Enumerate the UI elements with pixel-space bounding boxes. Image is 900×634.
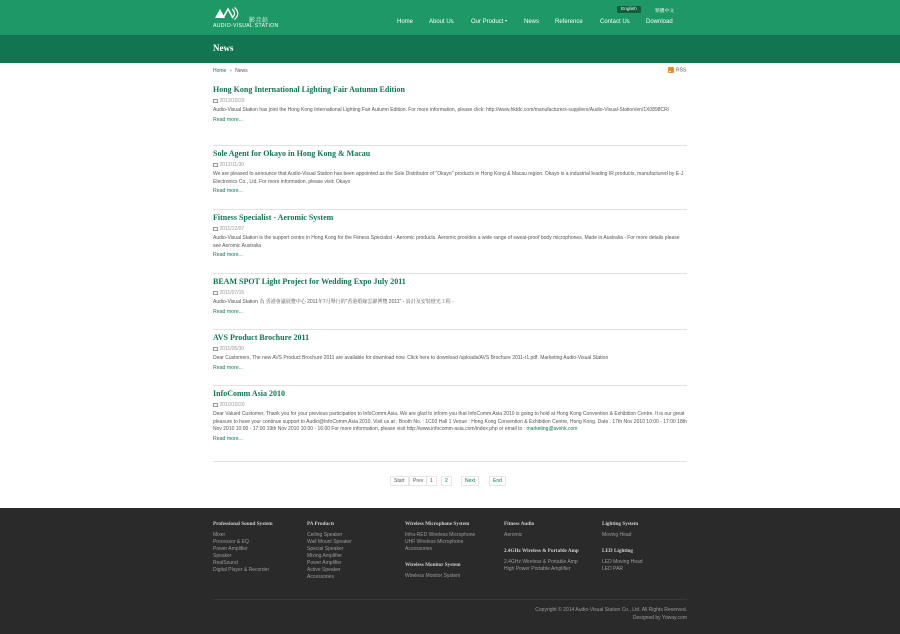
breadcrumb-home-link[interactable]: Home	[213, 68, 227, 74]
footer-link[interactable]: Infra-RED Wireless Microphone	[405, 532, 476, 538]
designer-credit-link[interactable]: Designed by Yoway.com	[632, 615, 687, 621]
read-more-link[interactable]: Read more...	[213, 364, 243, 371]
nav-about-us[interactable]: About Us	[429, 19, 454, 25]
footer-link[interactable]: Speaker	[213, 553, 232, 559]
calendar-icon	[213, 403, 218, 408]
footer-heading: 2.4GHz Wireless & Portable Amp	[504, 548, 579, 554]
news-date-text: 2010/10/20	[219, 402, 245, 408]
footer-column-wireless	[405, 521, 475, 580]
nav-home[interactable]: Home	[397, 19, 414, 25]
pagination-page-1: 1	[426, 476, 437, 486]
logo-chinese-text: 影音站	[249, 18, 269, 24]
footer-link[interactable]: Aeromic	[504, 532, 523, 538]
read-more-link[interactable]: Read more...	[213, 188, 243, 194]
footer-heading: PA Products	[307, 521, 335, 527]
footer-column-lighting	[602, 521, 643, 573]
footer-column-sound	[213, 521, 273, 574]
news-date	[213, 290, 687, 296]
news-item	[213, 333, 687, 386]
news-date-text: 2013/10/29	[219, 98, 245, 104]
news-title-link[interactable]: AVS Product Brochure 2011	[213, 333, 310, 342]
rss-icon	[668, 67, 674, 73]
news-date-text: 2012/11/30	[219, 162, 245, 168]
news-title-link[interactable]: Hong Kong International Lighting Fair Autumn Edition	[213, 85, 405, 94]
pagination	[0, 476, 900, 486]
breadcrumb	[213, 68, 248, 74]
footer-heading: Fitness Audio	[504, 521, 535, 527]
footer-link[interactable]: Ceiling Speaker	[307, 532, 343, 538]
footer-heading: Wireless Microphone System	[405, 521, 470, 527]
footer-heading: Lighting System	[602, 521, 639, 527]
footer-link[interactable]: LED PAR	[602, 566, 624, 572]
news-item	[213, 149, 687, 210]
footer-link[interactable]: Accessories	[405, 546, 432, 552]
breadcrumb-separator: »	[229, 68, 233, 74]
read-more-link[interactable]: Read more...	[213, 252, 243, 258]
news-date-text: 2011/05/30	[219, 346, 245, 352]
calendar-icon	[213, 347, 218, 352]
news-summary: Dear Customers, The new AVS Product Brochure 2011 are available for download now. Click here to download /uploads/AVS Brochure 2011-r1.pdf. Marketing Audio-Visual Station	[213, 355, 609, 361]
footer-link[interactable]: LED Moving Head	[602, 559, 643, 565]
news-date	[213, 402, 687, 408]
calendar-icon	[213, 163, 218, 168]
footer-heading: Wireless Monitor System	[405, 562, 461, 568]
caret-down-icon	[505, 20, 507, 22]
nav-contact-us[interactable]: Contact Us	[600, 19, 630, 25]
pagination-page-2[interactable]: 2	[441, 476, 452, 486]
nav-our-product[interactable]	[471, 19, 507, 25]
footer-link[interactable]: UHF Wireless Microphone	[405, 539, 464, 545]
nav-reference[interactable]: Reference	[555, 19, 583, 25]
logo-english-text: AUDIO-VISUAL STATION	[213, 23, 279, 29]
footer-link[interactable]: Digital Player & Recorder	[213, 567, 270, 573]
news-title-link[interactable]: InfoComm Asia 2010	[213, 389, 286, 398]
footer-column-pa	[307, 521, 352, 581]
pagination-end[interactable]: End	[489, 476, 506, 486]
footer-divider	[213, 599, 687, 600]
news-title-link[interactable]: Sole Agent for Okayo in Hong Kong & Macau	[213, 149, 371, 158]
news-summary: Audio-Visual Station is the support centre in Hong Kong for the Fitness Specialist - Aeromic products. Aeromic provides a wide range of sweat-proof body microphones. Made in Australia - For more details please see Aeromic Australia	[213, 235, 680, 249]
news-summary: Audio-Visual Station has joint the Hong Kong International Lighting Fair Autumn Edition. For more information, please click: http://www.hktdc.com/manufacturers-suppliers/Audio-Visual-Station/en/1X0898CR/	[213, 107, 670, 113]
breadcrumb-current: News	[235, 68, 248, 74]
footer-heading: Professional Sound System	[213, 521, 273, 527]
news-item	[213, 277, 687, 330]
news-date	[213, 226, 687, 232]
pagination-next[interactable]: Next	[461, 476, 479, 486]
footer-link[interactable]: RealSound	[213, 560, 238, 566]
rss-link[interactable]	[668, 67, 686, 73]
footer-link[interactable]: Processor & EQ	[213, 539, 249, 545]
footer-link[interactable]: Power Amplifier	[307, 560, 342, 566]
language-chinese-button[interactable]: 繁體中文	[655, 9, 675, 14]
main-content	[0, 63, 900, 508]
nav-news[interactable]: News	[524, 19, 540, 25]
logo-mark-icon	[213, 6, 239, 20]
footer-link[interactable]: Mixer	[213, 532, 226, 538]
page-title-bar	[0, 35, 900, 63]
footer-link[interactable]: 2.4GHz Wireless & Portable Amp	[504, 559, 578, 565]
footer-column-fitness	[504, 521, 579, 573]
news-date	[213, 346, 687, 352]
read-more-link[interactable]: Read more...	[213, 116, 243, 123]
news-item	[213, 389, 687, 462]
news-summary: We are pleased to announce that Audio-Visual Station has been appointed as the Sole Distributor of "Okayo" products in Hong Kong & Macau region. Okayo is a industrial leading IR products, manufactured by E-J Electronics Co., Ltd. For more information, please visit: Okayo	[213, 171, 684, 185]
footer-link[interactable]: Moving Head	[602, 532, 632, 538]
news-title-link[interactable]: Fitness Specialist - Aeromic System	[213, 213, 334, 222]
site-logo[interactable]	[213, 5, 293, 30]
read-more-link[interactable]: Read more...	[213, 308, 243, 315]
news-date	[213, 98, 687, 104]
calendar-icon	[213, 99, 218, 104]
footer-link[interactable]: Accessories	[307, 574, 334, 580]
news-summary	[213, 411, 687, 434]
news-date	[213, 162, 687, 168]
news-title-link[interactable]: BEAM SPOT Light Project for Wedding Expo July 2011	[213, 277, 406, 286]
footer-link[interactable]: Mixing Amplifier	[307, 553, 343, 559]
nav-our-product-label: Our Product	[471, 19, 504, 25]
top-header	[0, 0, 900, 35]
site-footer	[0, 508, 900, 634]
pagination-prev: Prev	[409, 476, 427, 486]
email-link[interactable]: marketing@avshk.com	[526, 426, 578, 432]
news-item	[213, 85, 687, 146]
read-more-link[interactable]: Read more...	[213, 435, 243, 442]
page-title: News	[213, 43, 234, 53]
footer-link[interactable]: Active Speaker	[307, 567, 341, 573]
news-summary-text: Dear Valued Customer, Thank you for your previous participation to InfoComm Asia. We are glad to inform you that InfoComm Asia 2010 is going to hold at Hong Kong Convention & Exhibition Centre. It is our great pleasure to have your continue support to Audio@InfoComm Asia 2010. Visit us at : Booth No. : 1C03 Hall 1 Venue : Hong Kong Convention & Exhibition Centre, Hong Kong. Date : 17th Nov 2010 10:00 - 17:00 18th Nov 2010 10:00 - 17:00 19th Nov 2010 10:00 - 16:00 For more information, please visit http://www.infocomm-asia.com/index.php or email to :	[213, 411, 687, 432]
footer-link[interactable]: Special Speaker	[307, 546, 344, 552]
news-summary: Audio-Visual Station 為 香港會議展覽中心 2011年7月舉行的"香港婚嫁雲錦博覽 2011" - 設計及安裝燈光工程 -	[213, 299, 454, 305]
footer-link[interactable]: Wireless Monitor System	[405, 573, 461, 579]
language-english-button[interactable]: English	[617, 6, 641, 13]
copyright-text: Copyright © 2014 Audio-Visual Station Co., Ltd. All Rights Reserved.	[535, 607, 687, 613]
rss-label: RSS	[676, 67, 687, 74]
copyright	[535, 606, 687, 622]
footer-link[interactable]: Power Amplifier	[213, 546, 248, 552]
footer-link[interactable]: High Power Portable Amplifier	[504, 566, 571, 572]
news-date-text: 2011/07/15	[219, 290, 245, 296]
footer-heading: LED Lighting	[602, 548, 633, 554]
footer-link[interactable]: Wall Mount Speaker	[307, 539, 352, 545]
pagination-start: Start	[390, 476, 409, 486]
nav-download[interactable]: Download	[646, 19, 673, 25]
calendar-icon	[213, 291, 218, 296]
news-date-text: 2011/12/07	[219, 226, 245, 232]
news-item	[213, 213, 687, 274]
calendar-icon	[213, 227, 218, 232]
